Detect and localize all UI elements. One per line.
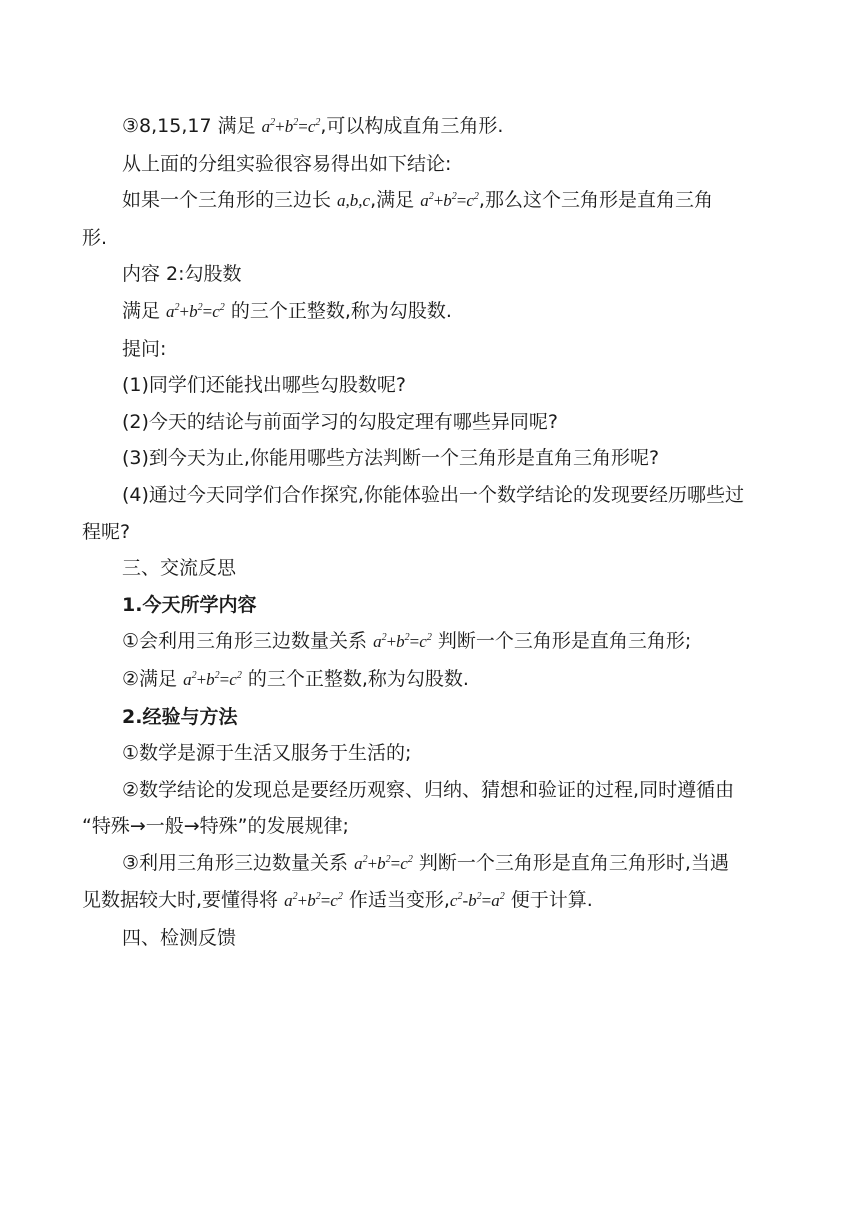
list-item [82,735,782,772]
question-item [82,440,782,477]
text-run: ②数学结论的发现总是要经历观察、归纳、猜想和验证的过程,同时遵循由 [122,778,735,801]
question-item [82,367,782,404]
equation-a2-b2-c2: $a^2+b^2=c^2$ [354,853,413,873]
text-run: ,可以构成直角三角形. [320,115,504,137]
text-run: 形. [82,226,108,249]
text-run: 判断一个三角形是直角三角形时,当遇 [412,851,729,874]
section-heading [82,550,782,587]
text-run: “特殊→一般→特殊”的发展规律; [82,815,349,838]
text-run: 1.今天所学内容 [122,593,257,616]
section-heading [82,920,782,957]
equation-a2-b2-c2: $a^2+b^2=c^2$ [166,301,225,321]
text-run: ,满足 [370,189,421,212]
question-item [82,404,782,441]
paragraph-line [82,108,782,146]
list-item [82,661,782,699]
text-run: ②满足 [122,667,184,690]
list-item [82,845,782,883]
text-run: 如果一个三角形的三边长 [122,189,338,212]
text-run: 三、交流反思 [122,557,237,580]
text-run: ③利用三角形三边数量关系 [122,851,355,874]
equation-a2-b2-c2: $a^2+b^2=c^2$ [183,669,242,689]
text-run: 见数据较大时,要懂得将 [82,889,285,912]
text-run: 从上面的分组实验很容易得出如下结论: [122,152,452,175]
document-page [82,108,782,957]
text-run: 内容 2:勾股数 [122,263,242,286]
text-run: 四、检测反馈 [122,927,237,950]
list-item [82,772,782,809]
paragraph-line [82,514,782,551]
text-run: 程呢? [82,520,131,543]
equation-a2-b2-c2: $a^2+b^2=c^2$ [284,891,343,911]
text-run: (1)同学们还能找出哪些勾股数呢? [122,374,406,397]
text-run: 判断一个三角形是直角三角形; [431,630,692,653]
paragraph-line [82,182,782,220]
text-run: 2.经验与方法 [122,705,238,728]
equation-a2-b2-c2: $a^2+b^2=c^2$ [420,191,479,211]
paragraph-line [82,331,782,368]
text-run: (2)今天的结论与前面学习的勾股定理有哪些异同呢? [122,410,558,433]
side-lengths: a,b,c [337,191,371,211]
equation-a2-b2-c2: $a^2+b^2=c^2$ [261,117,321,136]
subsection-heading [82,587,782,624]
text-run: (4)通过今天同学们合作探究,你能体验出一个数学结论的发现要经历哪些过 [122,483,744,506]
question-item [82,477,782,514]
list-item [82,623,782,661]
paragraph-line [82,293,782,331]
text-run: (3)到今天为止,你能用哪些方法判断一个三角形是直角三角形呢? [122,447,660,470]
text-run: ,那么这个三角形是直角三角 [478,189,713,212]
paragraph-line [82,882,782,920]
text-run: 便于计算. [504,889,593,912]
text-run: 提问: [122,337,167,360]
text-run: 作适当变形, [342,889,450,912]
text-run: ①会利用三角形三边数量关系 [122,630,374,653]
paragraph-line [82,256,782,293]
subsection-heading [82,699,782,736]
text-run: ③8,15,17 满足 [122,115,262,137]
equation-a2-b2-c2: $a^2+b^2=c^2$ [373,632,432,652]
paragraph-line [82,146,782,183]
text-run: 的三个正整数,称为勾股数. [224,299,452,322]
text-run: 的三个正整数,称为勾股数. [241,667,469,690]
paragraph-line [82,220,782,257]
paragraph-line [82,808,782,845]
text-run: 满足 [122,299,167,322]
text-run: ①数学是源于生活又服务于生活的; [122,742,412,765]
equation-c2-b2-a2: $c^2-b^2=a^2$ [449,891,505,911]
